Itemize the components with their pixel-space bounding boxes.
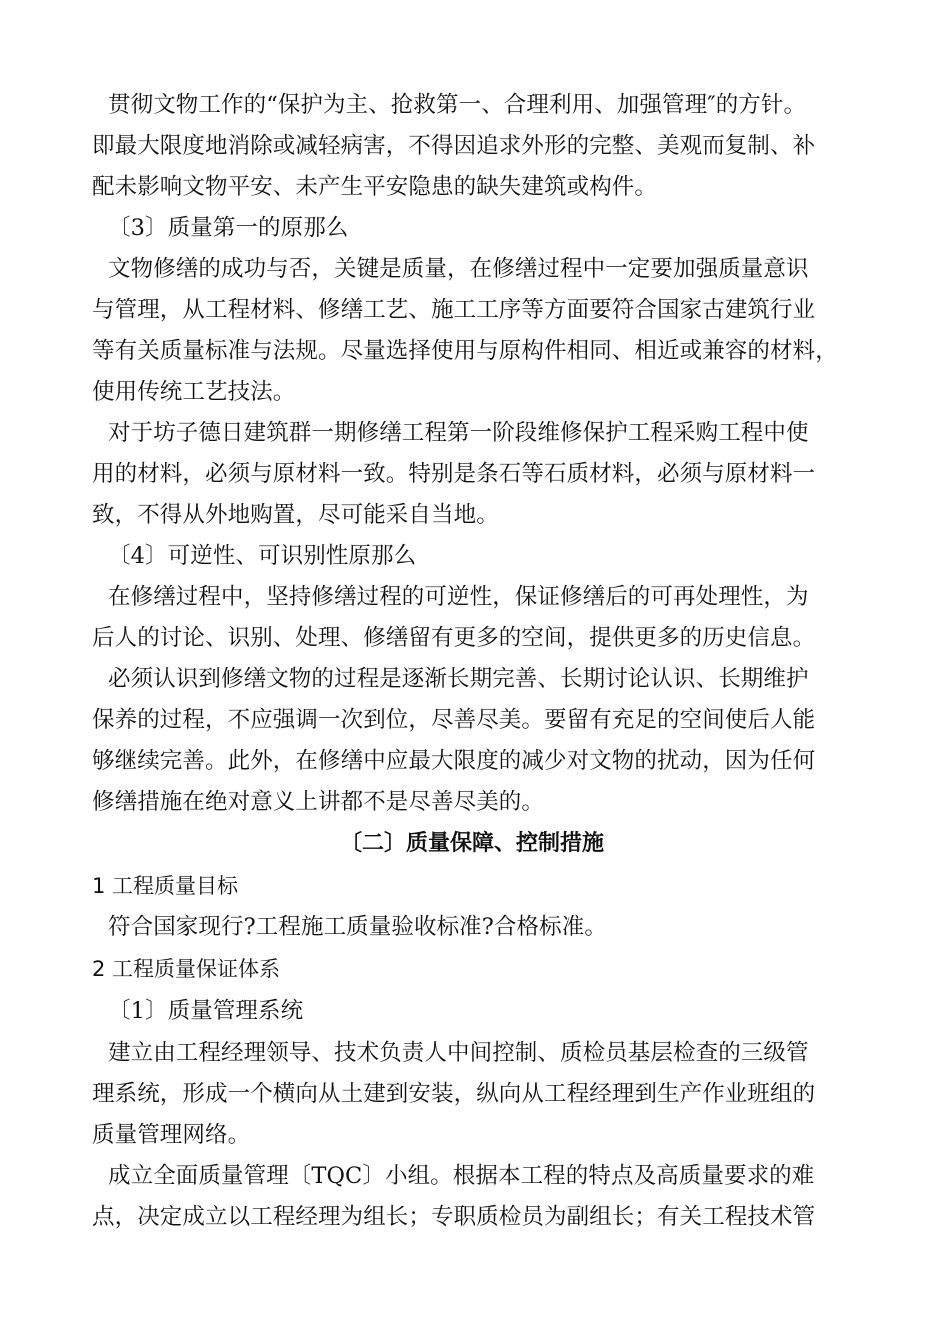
paragraph-3-line-3: 致，不得从外地购置，尽可能采自当地。 [92,502,499,528]
paragraph-1-line-1: 贯彻文物工作的“保护为主、抢救第一、合理利用、加强管理″的方针。 [108,92,807,118]
item-3-title: 〔3〕质量第一的原那么 [108,215,349,241]
paragraph-5-line-3: 够继续完善。此外，在修缮中应最大限度的减少对文物的扰动，因为任何 [92,748,816,774]
item-4-title: 〔4〕可逆性、可识别性原那么 [108,543,417,569]
paragraph-1-line-3: 配未影响文物平安、未产生平安隐患的缺失建筑或构件。 [92,174,658,200]
item-1-title: 〔1〕质量管理系统 [108,998,304,1024]
section-two-title: 〔二〕质量保障、控制措施 [340,831,605,856]
paragraph-6-line-2: 理系统，形成一个横向从土建到安装，纵向从工程经理到生产作业班组的 [92,1081,816,1107]
quality-target-text: 符合国家现行?工程施工质量验收标准?合格标准。 [108,914,607,940]
paragraph-7-line-2: 点，决定成立以工程经理为组长；专职质检员为副组长；有关工程技术管 [92,1204,816,1230]
paragraph-2-line-4: 使用传统工艺技法。 [92,379,296,405]
paragraph-2-line-2: 与管理，从工程材料、修缮工艺、施工工序等方面要符合国家古建筑行业 [92,297,816,323]
paragraph-6-line-1: 建立由工程经理领导、技术负责人中间控制、质检员基层检查的三级管 [108,1040,809,1066]
paragraph-2-line-3: 等有关质量标准与法规。尽量选择使用与原构件相同、相近或兼容的材料， [92,338,838,364]
paragraph-3-line-1: 对于坊子德日建筑群一期修缮工程第一阶段维修保护工程采购工程中使 [108,420,809,446]
paragraph-5-line-4: 修缮措施在绝对意义上讲都不是尽善尽美的。 [92,789,545,815]
paragraph-2-line-1: 文物修缮的成功与否，关键是质量，在修缮过程中一定要加强质量意识 [108,256,809,282]
paragraph-3-line-2: 用的材料，必须与原材料一致。特别是条石等石质材料，必须与原材料一 [92,461,816,487]
paragraph-4-line-2: 后人的讨论、识别、处理、修缮留有更多的空间，提供更多的历史信息。 [92,625,816,651]
paragraph-7-line-1: 成立全面质量管理〔TQC〕小组。根据本工程的特点及高质量要求的难 [108,1163,815,1189]
paragraph-4-line-1: 在修缮过程中，坚持修缮过程的可逆性，保证修缮后的可再处理性，为 [108,584,809,610]
paragraph-5-line-1: 必须认识到修缮文物的过程是逐渐长期完善、长期讨论认识、长期维护 [108,666,809,692]
paragraph-6-line-3: 质量管理网络。 [92,1122,251,1148]
paragraph-1-line-2: 即最大限度地消除或减轻病害，不得因追求外形的完整、美观而复制、补 [92,133,816,159]
heading-quality-assurance-system: 2 工程质量保证体系 [92,957,281,981]
heading-quality-target: 1 工程质量目标 [92,874,239,898]
paragraph-5-line-2: 保养的过程，不应强调一次到位，尽善尽美。要留有充足的空间使后人能 [92,707,816,733]
